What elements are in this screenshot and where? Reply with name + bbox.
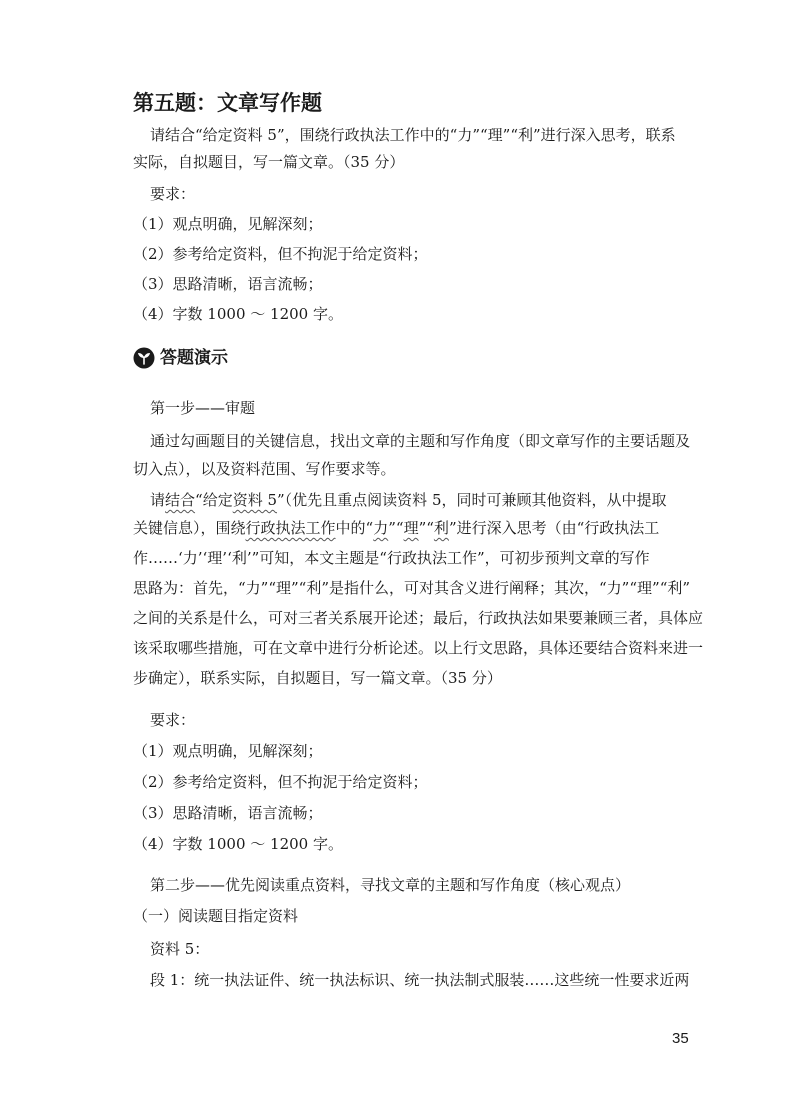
demo-heading: 答题演示	[160, 348, 228, 368]
subsection-heading: （一）阅读题目指定资料	[133, 907, 299, 925]
keyword-highlight: 结合	[165, 491, 196, 509]
text-span: 请	[150, 491, 166, 509]
keyword-highlight: 理	[403, 519, 419, 537]
prompt-line-1: 请结合“给定资料 5”，围绕行政执法工作中的“力”“理”“利”进行深入思考，联系	[150, 126, 676, 144]
demo-requirements-label: 要求：	[150, 711, 196, 729]
text-span: “给定	[195, 491, 233, 509]
p2-line-3: 作……‘力’‘理’‘利’”可知，本文主题是“行政执法工作”，可初步预判文章的写作	[133, 549, 650, 567]
keyword-highlight: 利	[433, 519, 449, 537]
text-span: ”（优先且重点阅读资料 5，同时可兼顾其他资料，从中提取	[277, 491, 667, 509]
demo-requirement-2: （2）参考给定资料，但不拘泥于给定资料；	[133, 773, 428, 791]
keyword-highlight: 行政执法工作	[245, 519, 336, 537]
p1-line-1: 通过勾画题目的关键信息，找出文章的主题和写作角度（即文章写作的主要话题及	[150, 432, 691, 450]
p2-line-4: 思路为：首先，“力”“理”“利”是指什么，可对其含义进行阐释；其次，“力”“理”“利”	[133, 579, 691, 597]
p2-line-7: 步确定），联系实际，自拟题目，写一篇文章。（35 分）	[133, 669, 502, 687]
p2-line-2	[133, 518, 659, 538]
material-paragraph-1: 段 1：统一执法证件、统一执法标识、统一执法制式服装……这些统一性要求近两	[150, 971, 690, 989]
p2-line-5: 之间的关系是什么，可对三者关系展开论述；最后，行政执法如果要兼顾三者，具体应	[133, 609, 704, 627]
prompt-line-2: 实际，自拟题目，写一篇文章。（35 分）	[133, 153, 405, 171]
requirement-1: （1）观点明确，见解深刻；	[133, 215, 323, 233]
requirements-label: 要求：	[150, 185, 196, 203]
keyword-highlight: 资料 5	[232, 491, 278, 509]
question-title: 第五题：文章写作题	[133, 91, 322, 115]
text-span: ”“	[388, 519, 404, 537]
text-span: 中的“	[335, 519, 374, 537]
requirement-3: （3）思路清晰，语言流畅；	[133, 275, 323, 293]
leaf-icon	[133, 347, 155, 369]
material-label: 资料 5：	[150, 940, 210, 958]
step-2-heading: 第二步——优先阅读重点资料，寻找文章的主题和写作角度（核心观点）	[150, 876, 631, 894]
requirement-4: （4）字数 1000 ～ 1200 字。	[133, 305, 343, 323]
demo-requirement-3: （3）思路清晰，语言流畅；	[133, 804, 323, 822]
demo-requirement-1: （1）观点明确，见解深刻；	[133, 742, 323, 760]
keyword-highlight: 力	[373, 519, 389, 537]
step-1-heading: 第一步——审题	[150, 399, 256, 417]
requirement-2: （2）参考给定资料，但不拘泥于给定资料；	[133, 245, 428, 263]
text-span: ”进行深入思考（由“行政执法工	[448, 519, 660, 537]
p2-line-6: 该采取哪些措施，可在文章中进行分析论述。以上行文思路，具体还要结合资料来进一	[133, 639, 704, 657]
text-span: ”“	[418, 519, 434, 537]
p1-line-2: 切入点），以及资料范围、写作要求等。	[133, 460, 396, 478]
demo-requirement-4: （4）字数 1000 ～ 1200 字。	[133, 835, 343, 853]
p2-line-1	[150, 490, 667, 510]
page-number: 35	[672, 1030, 689, 1047]
text-span: 关键信息），围绕	[133, 519, 246, 537]
